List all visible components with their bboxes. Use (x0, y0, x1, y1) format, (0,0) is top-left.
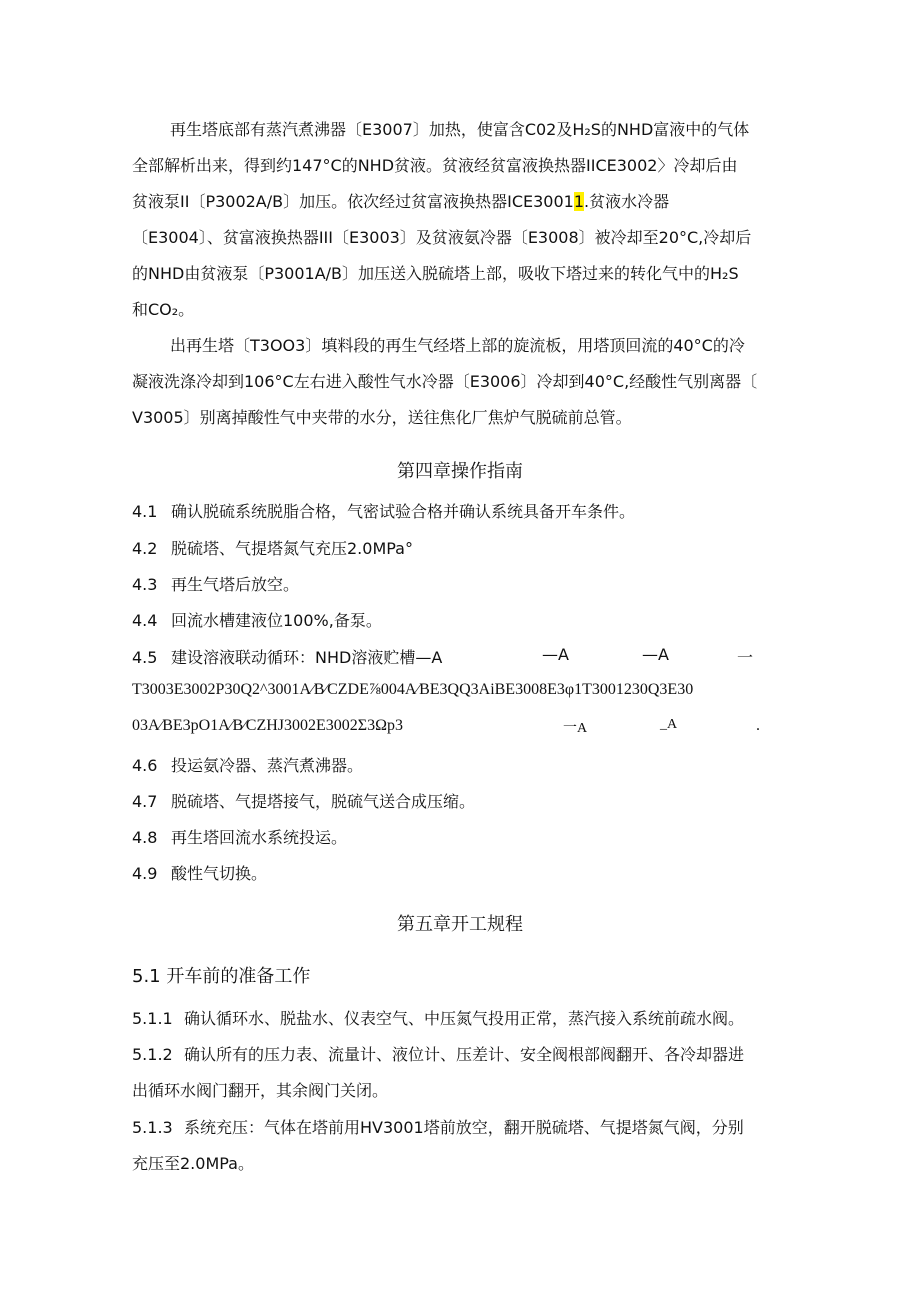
sub-item (132, 1001, 787, 1037)
text-line: 凝液洗涤冷却到106°C左右进入酸性气水冷器〔E3006〕冷却到40°C,经酸性气别离器〔 (132, 372, 758, 391)
item-number: 4.9 (132, 864, 158, 883)
paragraph-regen-gas (132, 328, 787, 436)
item-number: 4.8 (132, 828, 158, 847)
list-item (132, 572, 299, 595)
item-number: 5.1.2 (132, 1045, 173, 1064)
item-number: 4.5 (132, 648, 158, 667)
item-text: 确认脱硫系统脱脂合格，气密试验合格并确认系统具备开车条件。 (171, 502, 636, 521)
list-item (132, 825, 347, 848)
list-item (132, 789, 475, 812)
item-text: 确认所有的压力表、流量计、液位计、压差计、安全阀根部阀翻开、各冷却器进 (184, 1045, 745, 1064)
sub-item (132, 1037, 787, 1109)
item-number: 4.4 (132, 611, 158, 630)
item-number: 4.1 (132, 502, 158, 521)
list-item (132, 499, 635, 522)
item-text: 脱硫塔、气提塔氮气充压2.0MPa° (171, 539, 413, 558)
arrow-fragment: _A (660, 717, 678, 732)
text-line: V3005〕别离掉酸性气中夹带的水分，送往焦化厂焦炉气脱硫前总管。 (132, 408, 632, 427)
list-item (132, 645, 787, 668)
text-run: .贫液水冷器 (584, 192, 670, 211)
chapter-title: 第四章操作指南 (397, 461, 523, 482)
list-item (132, 861, 267, 884)
arrow-fragment: —A (642, 645, 669, 664)
arrow-fragment: —A (542, 645, 569, 664)
paragraph-regeneration (132, 112, 787, 328)
chapter-title: 第五章开工规程 (397, 914, 523, 935)
item-text: 建设溶液联动循环：NHD溶液贮槽—A (171, 648, 443, 667)
item-number: 4.3 (132, 575, 158, 594)
item-text: 再生塔回流水系统投运。 (171, 828, 348, 847)
item-text: 充压至2.0MPa。 (132, 1154, 254, 1173)
item-text: 再生气塔后放空。 (171, 575, 300, 594)
list-item (132, 536, 413, 559)
list-item (132, 608, 382, 631)
garbled-text: 03A⁄BE3pO1A⁄B⁄CZHJ3002E3002Σ3Ωp3 (132, 717, 403, 734)
text-line: 〔E3004〕、贫富液换热器III〔E3003〕及贫液氨冷器〔E3008〕被冷却至20°C,冷却后 (132, 228, 752, 247)
item-text: 系统充压：气体在塔前用HV3001塔前放空，翻开脱硫塔、气提塔氮气阀，分别 (184, 1118, 744, 1137)
arrow-fragment: 一A (563, 721, 588, 736)
item-number: 5.1.3 (132, 1118, 173, 1137)
item-number: 5.1.1 (132, 1009, 173, 1028)
text-line (132, 184, 787, 220)
highlight-mark: 1 (573, 192, 585, 211)
item-text: 回流水槽建液位100%,备泵。 (171, 611, 382, 630)
item-number: 4.2 (132, 539, 158, 558)
text-line: 和CO₂。 (132, 300, 195, 319)
text-line: 的NHD由贫液泵〔P3001A/B〕加压送入脱硫塔上部，吸收下塔过来的转化气中的H₂S (132, 264, 739, 283)
item-number: 4.6 (132, 756, 158, 775)
garbled-line: T3003E3002P30Q2^3001A⁄B⁄CZDE⅞004A⁄BE3QQ3AiBE3008E3φ1T3001230Q3E30 (132, 681, 694, 698)
text-line: 再生塔底部有蒸汽煮沸器〔E3007〕加热，使富含C02及H₂S的NHD富液中的气体 (170, 120, 750, 139)
text-line: 全部解析出来，得到约147°C的NHD贫液。贫液经贫富液换热器IICE3002〉冷却后由 (132, 156, 738, 175)
item-number: 4.7 (132, 792, 158, 811)
item-text: 出循环水阀门翻开，其余阀门关闭。 (132, 1081, 389, 1100)
item-text: 投运氨冷器、蒸汽煮沸器。 (171, 756, 364, 775)
dot-fragment: . (756, 717, 760, 734)
item-text: 确认循环水、脱盐水、仪表空气、中压氮气投用正常，蒸汽接入系统前疏水阀。 (184, 1009, 745, 1028)
item-text: 脱硫塔、气提塔接气，脱硫气送合成压缩。 (171, 792, 476, 811)
garbled-line (132, 717, 787, 735)
sub-item (132, 1110, 787, 1182)
text-line: 出再生塔〔T3OO3〕填料段的再生气经塔上部的旋流板，用塔顶回流的40°C的冷 (170, 336, 745, 355)
list-item (132, 753, 363, 776)
text-run: 贫液泵II〔P3002A/B〕加压。依次经过贫富液换热器ICE3001 (132, 192, 574, 211)
item-text: 酸性气切换。 (171, 864, 268, 883)
arrow-fragment: 一 (737, 648, 754, 667)
section-title: 5.1 开车前的准备工作 (132, 966, 311, 987)
